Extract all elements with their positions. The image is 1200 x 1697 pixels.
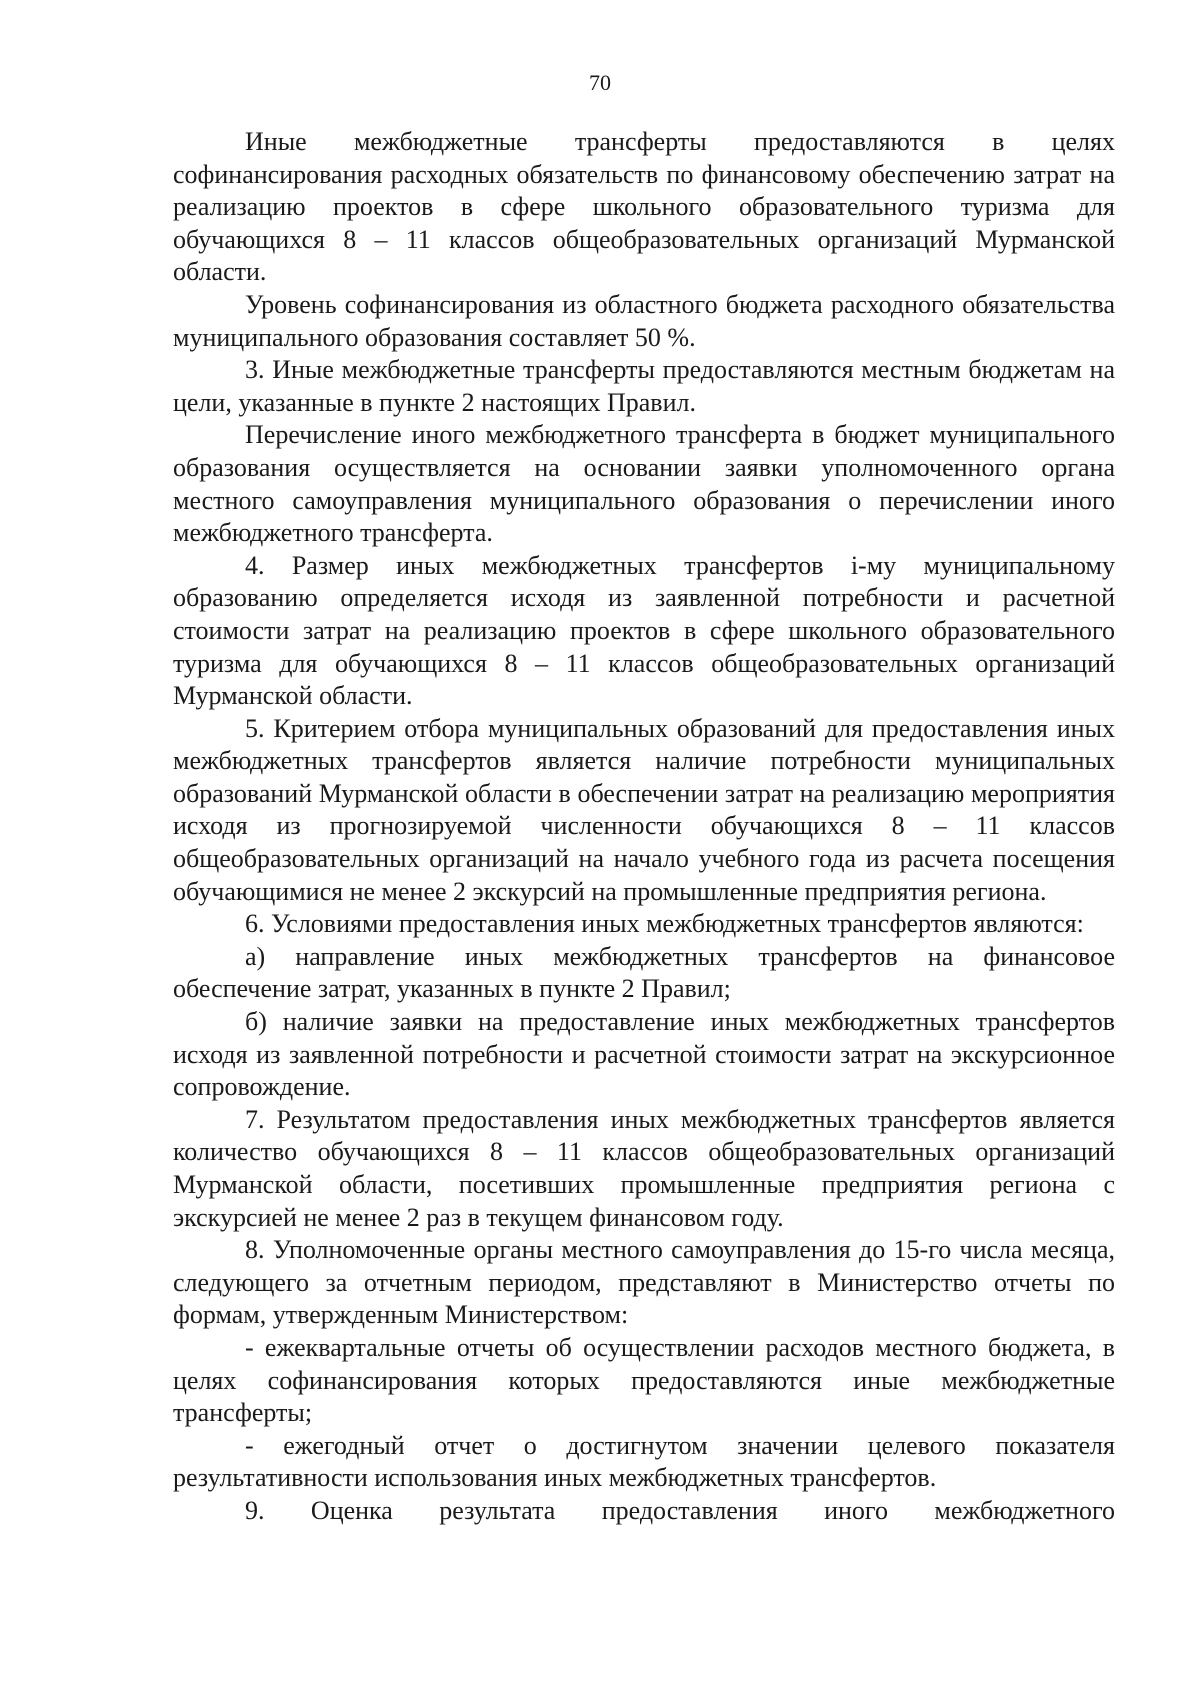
- paragraph-item-5: 5. Критерием отбора муниципальных образований для предоставления иных межбюджетных трансфертов является наличие потребности муниципальных образований Мурманской области в обеспечении затрат на реализацию мероприятия исходя из прогнозируемой численности обучающихся 8 – 11 классов общеобразовательных организаций на начало учебного года из расчета посещения обучающимися не менее 2 экскурсий на промышленные предприятия региона.: [173, 713, 1115, 906]
- paragraph-annual-report: - ежегодный отчет о достигнутом значении целевого показателя результативности использования иных межбюджетных трансфертов.: [173, 1430, 1115, 1493]
- paragraph-quarterly-reports: - ежеквартальные отчеты об осуществлении расходов местного бюджета, в целях софинансирования которых предоставляются иные межбюджетные трансферты;: [173, 1332, 1115, 1428]
- paragraph-condition-b: б) наличие заявки на предоставление иных межбюджетных трансфертов исходя из заявленной потребности и расчетной стоимости затрат на экскурсионное сопровождение.: [173, 1007, 1115, 1102]
- paragraph-cofinancing-level: Уровень софинансирования из областного бюджета расходного обязательства муниципального образования составляет 50 %.: [173, 289, 1115, 352]
- paragraph-condition-a: а) направление иных межбюджетных трансфертов на финансовое обеспечение затрат, указанных в пункте 2 Правил;: [173, 941, 1115, 1004]
- paragraph-item-6: 6. Условиями предоставления иных межбюджетных трансфертов являются:: [245, 909, 1084, 939]
- paragraph-item-9: 9. Оценка результата предоставления иного межбюджетного: [245, 1495, 1115, 1525]
- paragraph-item-7: 7. Результатом предоставления иных межбюджетных трансфертов является количество обучающихся 8 – 11 классов общеобразовательных организаций Мурманской области, посетивших промышленные предприятия региона с экскурсией не менее 2 раз в текущем финансовом году.: [173, 1104, 1115, 1232]
- paragraph-transfer-procedure: Перечисление иного межбюджетного трансферта в бюджет муниципального образования осуществляется на основании заявки уполномоченного органа местного самоуправления муниципального образования о перечислении иного межбюджетного трансферта.: [173, 420, 1115, 548]
- paragraph-item-8: 8. Уполномоченные органы местного самоуправления до 15-го числа месяца, следующего за отчетным периодом, представляют в Министерство отчеты по формам, утвержденным Министерством:: [173, 1235, 1115, 1330]
- page-number: 70: [589, 70, 611, 95]
- paragraph-item-3: 3. Иные межбюджетные трансферты предоставляются местным бюджетам на цели, указанные в пункте 2 настоящих Правил.: [173, 355, 1115, 417]
- paragraph-item-4: 4. Размер иных межбюджетных трансфертов i-му муниципальному образованию определяется исходя из заявленной потребности и расчетной стоимости затрат на реализацию проектов в сфере школьного образовательного туризма для обучающихся 8 – 11 классов общеобразовательных организаций Мурманской области.: [173, 550, 1115, 711]
- paragraph-purpose: Иные межбюджетные трансферты предоставляются в целях софинансирования расходных обязательств по финансовому обеспечению затрат на реализацию проектов в сфере школьного образовательного туризма для обучающихся 8 – 11 классов общеобразовательных организаций Мурманской области.: [173, 127, 1115, 287]
- document-body: [173, 126, 1115, 1528]
